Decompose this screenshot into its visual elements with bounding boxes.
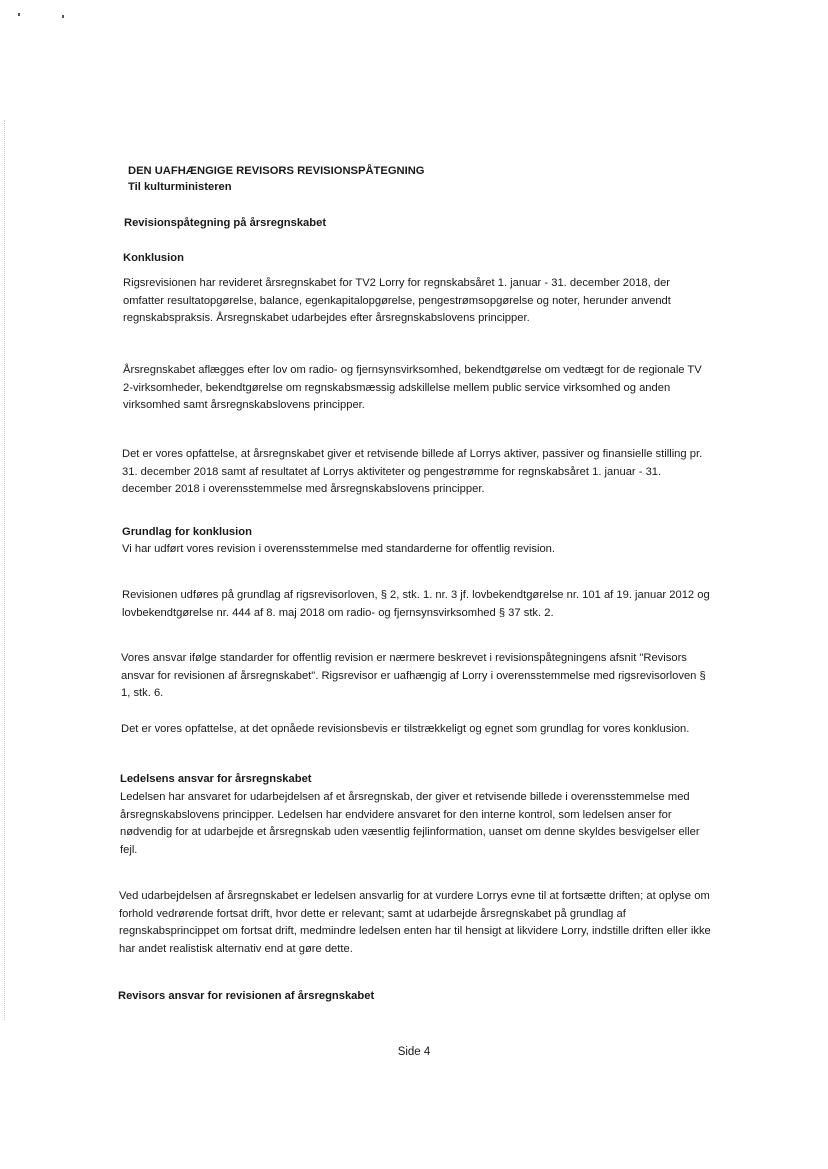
konklusion-heading: Konklusion	[123, 252, 184, 264]
grundlag-paragraph-4: Det er vores opfattelse, at det opnåede revisionsbevis er tilstrækkeligt og egnet som grundlag for vores konklusion.	[121, 723, 690, 735]
ledelsen-paragraph-1: Ledelsen har ansvaret for udarbejdelsen af et årsregnskab, der giver et retvisende billede i overensstemmelse med årsregnskabslovens principper. Ledelsen har endvidere ansvaret for den interne kontrol, som ledelsen anser for nødvendig for at udarbejde et årsregnskab uden væsentlig fejlinformation, uanset om denne skyldes besvigelser eller fejl.	[120, 791, 700, 856]
grundlag-paragraph-1: Vi har udført vores revision i overensstemmelse med standarderne for offentlig revision.	[122, 543, 555, 555]
ledelsen-paragraph-2: Ved udarbejdelsen af årsregnskabet er ledelsen ansvarlig for at vurdere Lorrys evne til at fortsætte driften; at oplyse om forhold vedrørende fortsat drift, hvor dette er relevant; samt at udarbejde årsregnskabet på grundlag af regnskabsprincippet om fortsat drift, medmindre ledelsen enten har til hensigt at likvidere Lorry, indstille driften eller ikke har andet realistisk alternativ end at gøre dette.	[119, 890, 711, 955]
scan-speck	[62, 15, 64, 18]
konklusion-paragraph-2: Årsregnskabet aflægges efter lov om radio- og fjernsynsvirksomhed, bekendtgørelse om vedtægt for de regionale TV 2-virksomheder, bekendtgørelse om regnskabsmæssig adskillelse mellem public service virksomhed og anden virksomhed samt årsregnskabslovens principper.	[123, 364, 702, 411]
grundlag-heading: Grundlag for konklusion	[122, 526, 252, 538]
konklusion-paragraph-1: Rigsrevisionen har revideret årsregnskabet for TV2 Lorry for regnskabsåret 1. januar - 31. december 2018, der omfatter resultatopgørelse, balance, egenkapitalopgørelse, pengestrømsopgørelse og noter, herunder anvendt regnskabspraksis. Årsregnskabet udarbejdes efter årsregnskabslovens principper.	[123, 277, 671, 324]
grundlag-paragraph-2: Revisionen udføres på grundlag af rigsrevisorloven, § 2, stk. 1. nr. 3 jf. lovbekendtgørelse nr. 101 af 19. januar 2012 og lovbekendtgørelse nr. 444 af 8. maj 2018 om radio- og fjernsynsvirksomhed § 37 stk. 2.	[122, 589, 710, 619]
revisor-heading: Revisors ansvar for revisionen af årsregnskabet	[118, 990, 375, 1002]
ledelsen-heading: Ledelsens ansvar for årsregnskabet	[120, 773, 312, 785]
section-heading-main: Revisionspåtegning på årsregnskabet	[124, 217, 327, 229]
page-number: Side 4	[397, 1046, 431, 1058]
scan-speck	[18, 13, 20, 16]
konklusion-paragraph-3: Det er vores opfattelse, at årsregnskabet giver et retvisende billede af Lorrys aktiver, passiver og finansielle stilling pr. 31. december 2018 samt af resultatet af Lorrys aktiviteter og pengestrømme for regnskabsåret 1. januar - 31. december 2018 i overensstemmelse med årsregnskabslovens principper.	[122, 448, 703, 495]
addressee: Til kulturministeren	[128, 181, 232, 193]
scan-edge	[4, 120, 6, 1020]
report-title: DEN UAFHÆNGIGE REVISORS REVISIONSPÅTEGNING	[128, 165, 425, 177]
grundlag-paragraph-3: Vores ansvar ifølge standarder for offentlig revision er nærmere beskrevet i revisionspåtegningens afsnit "Revisors ansvar for revisionen af årsregnskabet". Rigsrevisor er uafhængig af Lorry i overensstemmelse med rigsrevisorloven § 1, stk. 6.	[121, 652, 706, 699]
